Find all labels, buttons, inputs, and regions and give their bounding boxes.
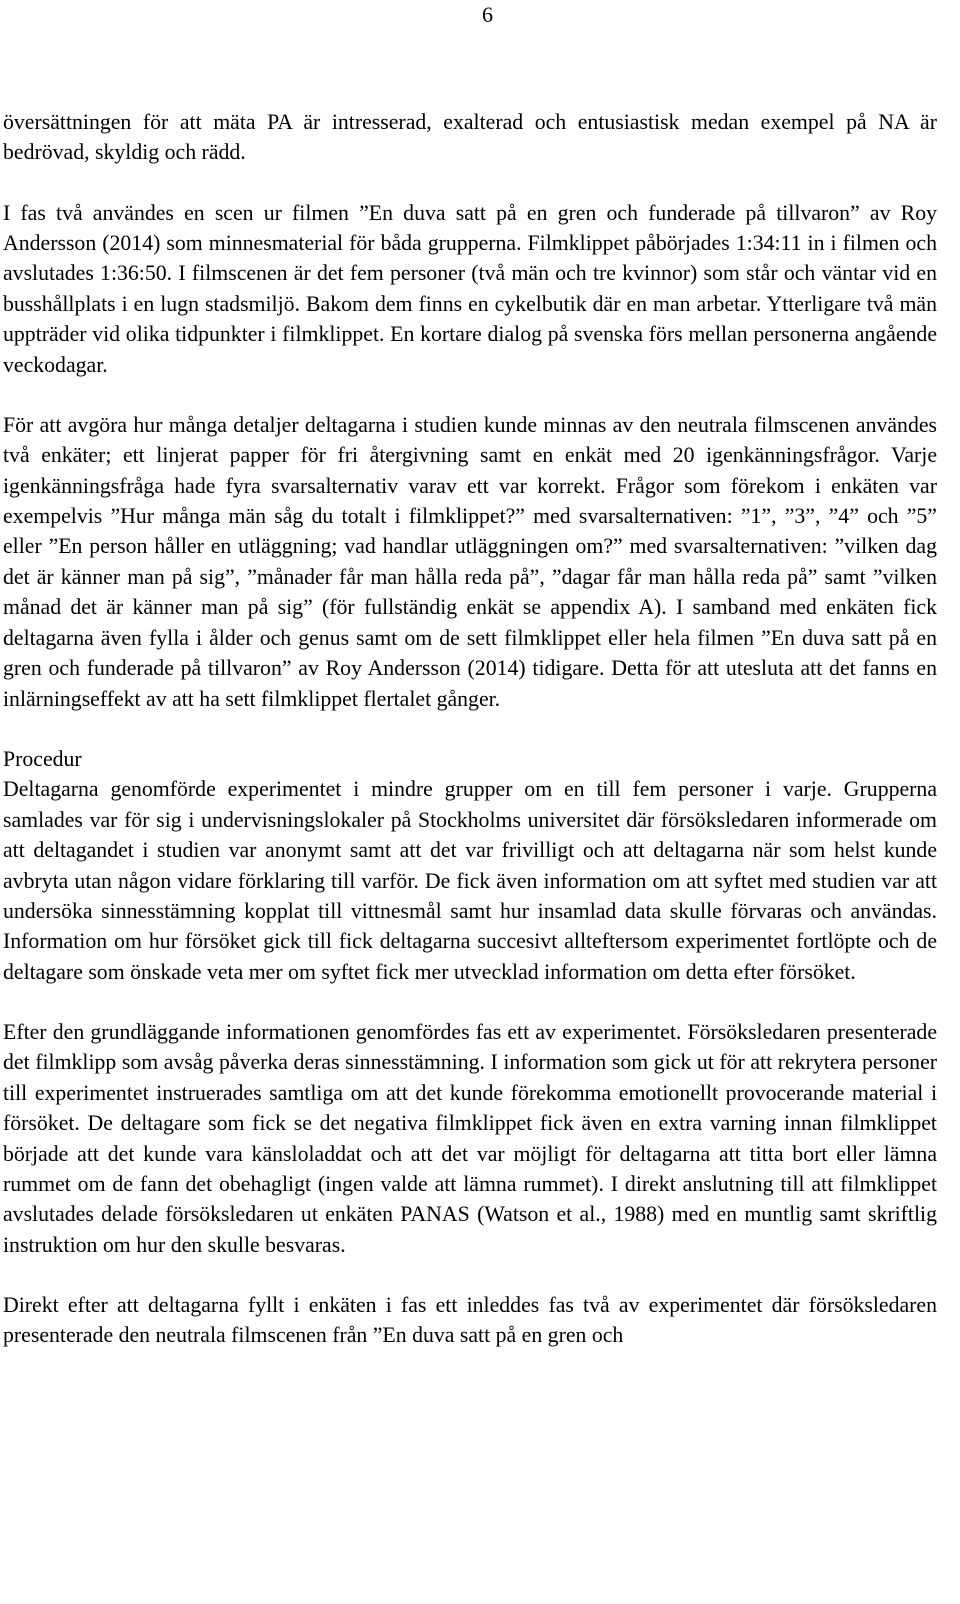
paragraph-3: För att avgöra hur många detaljer deltagarna i studien kunde minnas av den neutrala filmscenen användes två enkäter; ett linjerat papper för fri återgivning samt en enkät med 20 igenkänningsfrågor. Varje igenkänningsfråga hade fyra svarsalternativ varav ett var korrekt. Frågor som förekom i enkäten var exempelvis ”Hur många män såg du totalt i filmklippet?” med svarsalternativen: ”1”, ”3”, ”4” och ”5” eller ”En person håller en utläggning; vad handlar utläggningen om?” med svarsalternativen: ”vilken dag det är känner man på sig”, ”månader får man hålla reda på”, ”dagar får man hålla reda på” samt ”vilken månad det är känner man på sig” (för fullständig enkät se appendix A). I samband med enkäten fick deltagarna även fylla i ålder och genus samt om de sett filmklippet eller hela filmen ”En duva satt på en gren och funderade på tillvaron” av Roy Andersson (2014) tidigare. Detta för att utesluta att det fanns en inlärningseffekt av att ha sett filmklippet flertalet gånger. — [3, 412, 937, 711]
paragraph-2: I fas två användes en scen ur filmen ”En duva satt på en gren och funderade på tillvaron” av Roy Andersson (2014) som minnesmaterial för båda grupperna. Filmklippet påbörjades 1:34:11 in i filmen och avslutades 1:36:50. I filmscenen är det fem personer (två män och tre kvinnor) som står och väntar vid en busshållplats i en lugn stadsmiljö. Bakom dem finns en cykelbutik där en man arbetar. Ytterligare två män uppträder vid olika tidpunkter i filmklippet. En kortare dialog på svenska förs mellan personerna angående veckodagar. — [3, 200, 937, 377]
document-body — [3, 107, 937, 1351]
paragraph-1: översättningen för att mäta PA är intresserad, exalterad och entusiastisk medan exempel på NA är bedrövad, skyldig och rädd. — [3, 110, 937, 165]
paragraph-6: Direkt efter att deltagarna fyllt i enkäten i fas ett inleddes fas två av experimentet där försöksledaren presenterade den neutrala filmscenen från ”En duva satt på en gren och — [3, 1293, 937, 1348]
section-heading-procedur: Procedur — [3, 746, 82, 771]
page-number: 6 — [482, 2, 493, 27]
paragraph-4: Deltagarna genomförde experimentet i mindre grupper om en till fem personer i varje. Grupperna samlades var för sig i undervisningslokaler på Stockholms universitet där försöksledaren informerade om att deltagandet i studien var anonymt samt att det var frivilligt och att deltagarna när som helst kunde avbryta utan någon vidare förklaring till varför. De fick även information om att syftet med studien var att undersöka sinnesstämning kopplat till vittnesmål samt hur insamlad data skulle förvaras och användas. Information om hur försöket gick till fick deltagarna succesivt allteftersom experimentet fortlöpte och de deltagare som önskade veta mer om syftet fick mer utvecklad information om detta efter försöket. — [3, 777, 937, 984]
paragraph-5: Efter den grundläggande informationen genomfördes fas ett av experimentet. Försöksledaren presenterade det filmklipp som avsåg påverka deras sinnesstämning. I information som gick ut för att rekrytera personer till experimentet instruerades samtliga om att det kunde förekomma emotionellt provocerande material i försöket. De deltagare som fick se det negativa filmklippet fick även en extra varning innan filmklippet började att det kunde vara känsloladdat och att det var möjligt för deltagarna att titta bort eller lämna rummet om de fann det obehagligt (ingen valde att lämna rummet). I direkt anslutning till att filmklippet avslutades delade försöksledaren ut enkäten PANAS (Watson et al., 1988) med en muntlig samt skriftlig instruktion om hur den skulle besvaras. — [3, 1019, 937, 1257]
